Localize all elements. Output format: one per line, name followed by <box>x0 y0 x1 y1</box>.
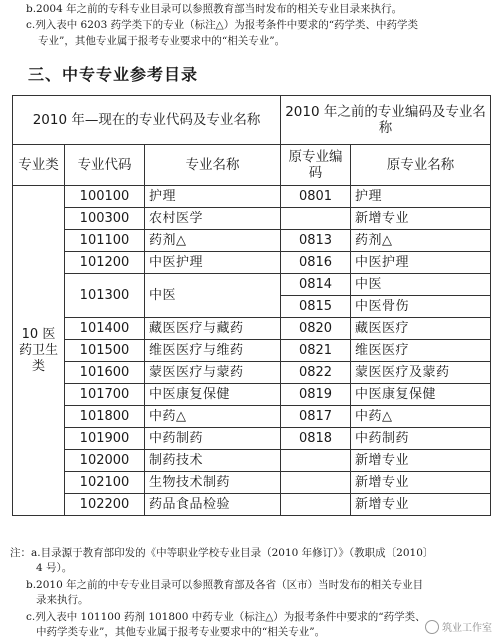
old-name-cell: 中药制药 <box>351 428 491 450</box>
code-cell: 101900 <box>65 428 145 450</box>
old-code-cell: 0813 <box>281 230 351 252</box>
header-current-codes: 2010 年—现在的专业代码及专业名称 <box>13 96 281 145</box>
name-cell: 中医护理 <box>145 252 281 274</box>
watermark <box>425 619 492 634</box>
name-cell: 药剂△ <box>145 230 281 252</box>
old-code-cell: 0816 <box>281 252 351 274</box>
old-code-cell <box>281 494 351 516</box>
old-name-cell: 新增专业 <box>351 450 491 472</box>
section-title: 三、中专专业参考目录 <box>28 65 199 84</box>
old-code-cell: 0814 <box>281 274 351 296</box>
old-name-cell: 新增专业 <box>351 494 491 516</box>
name-cell: 中药△ <box>145 406 281 428</box>
table-row <box>13 186 491 208</box>
old-code-cell: 0819 <box>281 384 351 406</box>
old-name-cell: 护理 <box>351 186 491 208</box>
old-code-cell: 0818 <box>281 428 351 450</box>
code-cell: 101700 <box>65 384 145 406</box>
table-row <box>13 450 491 472</box>
old-code-cell: 0820 <box>281 318 351 340</box>
name-cell: 制药技术 <box>145 450 281 472</box>
table-row <box>13 208 491 230</box>
col-category: 专业类 <box>13 145 65 186</box>
code-cell: 101500 <box>65 340 145 362</box>
table-header-row-2 <box>13 145 491 186</box>
old-name-cell: 新增专业 <box>351 208 491 230</box>
name-cell: 中药制药 <box>145 428 281 450</box>
foot-note-b-cont: 录来执行。 <box>36 594 89 606</box>
table-row <box>13 494 491 516</box>
old-name-cell: 中药△ <box>351 406 491 428</box>
col-code: 专业代码 <box>65 145 145 186</box>
top-note-c-cont: 专业”，其他专业属于报考专业要求中的“相关专业”。 <box>38 35 286 47</box>
name-cell: 护理 <box>145 186 281 208</box>
table-header-row-1 <box>13 96 491 145</box>
code-cell: 102100 <box>65 472 145 494</box>
old-code-cell <box>281 472 351 494</box>
table-row <box>13 428 491 450</box>
name-cell: 农村医学 <box>145 208 281 230</box>
name-cell: 藏医医疗与藏药 <box>145 318 281 340</box>
name-cell: 药品食品检验 <box>145 494 281 516</box>
watermark-text: 筑业工作室 <box>442 623 492 634</box>
foot-note-c: c.列入表中 101100 药剂 101800 中药专业（标注△）为报考条件中要求的“药学类、 <box>26 611 426 623</box>
table-row <box>13 362 491 384</box>
name-cell: 中医康复保健 <box>145 384 281 406</box>
code-cell: 101600 <box>65 362 145 384</box>
major-catalog-table <box>12 95 491 516</box>
category-cell: 10 医药卫生类 <box>13 186 65 516</box>
foot-note-a-cont: 4 号）。 <box>36 562 73 574</box>
col-old-name: 原专业名称 <box>351 145 491 186</box>
old-name-cell: 中医骨伤 <box>351 296 491 318</box>
foot-note-c-cont: 中药学类专业”，其他专业属于报考专业要求中的“相关专业”。 <box>36 626 326 638</box>
foot-note-b: b.2010 年之前的中专专业目录可以参照教育部及各省（区市）当时发布的相关专业目 <box>26 579 424 591</box>
table-row <box>13 340 491 362</box>
code-cell: 100100 <box>65 186 145 208</box>
old-name-cell: 藏医医疗 <box>351 318 491 340</box>
top-note-b: b.2004 年之前的专科专业目录可以参照教育部当时发布的相关专业目录来执行。 <box>26 3 403 15</box>
old-name-cell: 中医护理 <box>351 252 491 274</box>
name-cell: 维医医疗与维药 <box>145 340 281 362</box>
old-code-cell: 0821 <box>281 340 351 362</box>
old-code-cell: 0815 <box>281 296 351 318</box>
old-code-cell <box>281 208 351 230</box>
col-old-code: 原专业编码 <box>281 145 351 186</box>
table-row <box>13 472 491 494</box>
code-cell: 101100 <box>65 230 145 252</box>
old-name-cell: 药剂△ <box>351 230 491 252</box>
old-code-cell <box>281 450 351 472</box>
old-name-cell: 蒙医医疗及蒙药 <box>351 362 491 384</box>
old-code-cell: 0801 <box>281 186 351 208</box>
old-code-cell: 0822 <box>281 362 351 384</box>
old-name-cell: 新增专业 <box>351 472 491 494</box>
table-row <box>13 252 491 274</box>
code-cell: 101400 <box>65 318 145 340</box>
name-cell: 蒙医医疗与蒙药 <box>145 362 281 384</box>
name-cell: 中医 <box>145 274 281 318</box>
old-name-cell: 维医医疗 <box>351 340 491 362</box>
old-name-cell: 中医 <box>351 274 491 296</box>
code-cell: 101200 <box>65 252 145 274</box>
name-cell: 生物技术制药 <box>145 472 281 494</box>
code-cell: 100300 <box>65 208 145 230</box>
top-note-c: c.列入表中 6203 药学类下的专业（标注△）为报考条件中要求的“药学类、中药学类 <box>26 19 419 31</box>
watermark-logo-icon <box>425 620 439 634</box>
header-old-codes: 2010 年之前的专业编码及专业名称 <box>281 96 491 145</box>
table-row <box>13 274 491 296</box>
table-row <box>13 230 491 252</box>
code-cell: 101300 <box>65 274 145 318</box>
old-code-cell: 0817 <box>281 406 351 428</box>
col-name: 专业名称 <box>145 145 281 186</box>
foot-note-a: 注：a.目录源于教育部印发的《中等职业学校专业目录（2010 年修订）》（教职成〔2010〕 <box>10 547 434 559</box>
table-row <box>13 384 491 406</box>
table-row <box>13 406 491 428</box>
code-cell: 102200 <box>65 494 145 516</box>
old-name-cell: 中医康复保健 <box>351 384 491 406</box>
code-cell: 101800 <box>65 406 145 428</box>
code-cell: 102000 <box>65 450 145 472</box>
table-row <box>13 318 491 340</box>
